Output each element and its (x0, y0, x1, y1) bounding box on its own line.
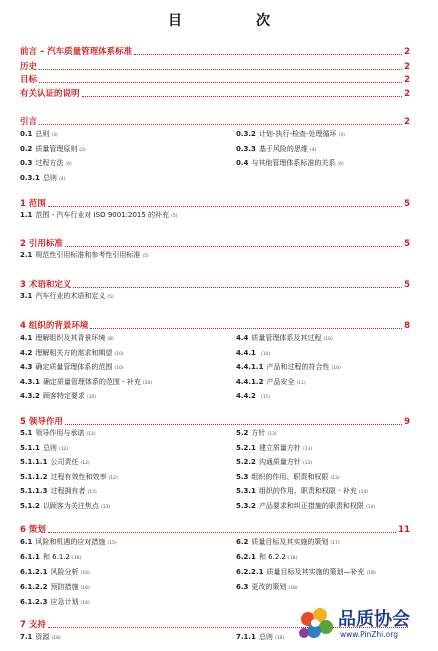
dot-leader (65, 246, 402, 247)
toc-entry-page: (4) (338, 133, 345, 138)
toc-entry-page: (12) (80, 461, 90, 466)
toc-entry-text: 资源 (35, 633, 50, 641)
watermark-logo (294, 603, 432, 647)
toc-entry-number: 0.2 (20, 144, 33, 153)
toc-entry-text: 和 6.2.2 (258, 553, 286, 561)
dot-leader (73, 287, 402, 288)
toc-entry-text: 总则 (35, 130, 50, 138)
toc-entry-text: 组织的作用、职责和权限 (251, 472, 329, 481)
toc-entry-text: 与其他管理体系标准的关系 (251, 159, 336, 167)
toc-entry-text: 确定质量管理体系的范围 - 补充 (42, 377, 141, 386)
toc-entry[interactable] (236, 632, 284, 644)
toc-entry[interactable] (236, 129, 345, 141)
toc-entry-text: 产品安全 (266, 377, 295, 386)
toc-entry-number: 5.1.1 (20, 443, 40, 452)
toc-entry[interactable] (20, 443, 68, 455)
toc-page-number: 11 (398, 525, 410, 535)
toc-entry-page: (13) (302, 461, 313, 466)
toc-heading[interactable] (20, 61, 410, 73)
toc-entry-number: 7.1.1 (236, 633, 256, 641)
toc-entry-text: 总则 (258, 633, 273, 641)
toc-entry-page: (4) (65, 162, 72, 167)
toc-entry[interactable] (20, 250, 149, 262)
dot-leader (48, 532, 396, 533)
toc-heading[interactable] (20, 238, 410, 250)
toc-entry-page: (10) (331, 366, 341, 371)
toc-entry-page: (10) (323, 337, 333, 342)
toc-entry-page: (13) (330, 475, 340, 481)
toc-entry-number: 5.3 (236, 472, 249, 481)
toc-entry[interactable] (20, 457, 90, 469)
toc-page-number: 2 (404, 62, 410, 72)
toc-entry-page: (16) (80, 586, 90, 591)
toc-entry-page: (10) (142, 380, 153, 386)
toc-entry-number: 5.3.2 (236, 501, 256, 510)
toc-entry-number: 5.1.1.2 (20, 472, 48, 481)
toc-entry-page: (10) (114, 366, 124, 371)
toc-entry-page: (12) (58, 446, 69, 452)
toc-entry-text: 范围 - 汽车行业对 ISO 9001:2015 的补充 (35, 211, 170, 219)
toc-entry[interactable] (236, 486, 368, 498)
toc-entry-page: (14) (365, 504, 376, 510)
toc-heading-label: 前言 – 汽车质量管理体系标准 (20, 47, 133, 57)
toc-entry[interactable] (236, 457, 312, 469)
toc-entry-page: (18) (51, 636, 61, 641)
toc-entry-text: 质量管理原则 (35, 144, 78, 153)
toc-entry-number: 7.1 (20, 633, 33, 641)
toc-entry-text: 组织的作用、职责和权限 - 补充 (258, 487, 357, 495)
logo-url: www.PinZhi.org (340, 630, 398, 639)
toc-entry-number: 6.3 (236, 583, 249, 591)
toc-heading-label: 2 引用标准 (20, 239, 63, 249)
toc-entry-page: (3) (51, 133, 58, 138)
toc-entry[interactable] (236, 501, 375, 513)
dot-leader (39, 82, 402, 83)
toc-entry-number: 6.1.2.1 (20, 568, 48, 576)
toc-entry[interactable] (236, 158, 344, 170)
toc-entry-text: 理解组织及其背景环境 (35, 334, 106, 342)
toc-entry[interactable] (236, 537, 340, 549)
toc-heading-label: 5 领导作用 (20, 417, 63, 427)
toc-entry-page: (13) (302, 446, 313, 452)
toc-entry[interactable] (236, 362, 341, 374)
toc-entry[interactable] (236, 443, 312, 455)
toc-heading[interactable] (20, 46, 410, 58)
toc-entry[interactable] (20, 632, 61, 644)
toc-page-number: 8 (404, 321, 410, 331)
toc-entry-text: 汽车行业的术语和定义 (35, 292, 106, 300)
toc-entry-text: 基于风险的思维 (258, 144, 308, 153)
toc-entry[interactable] (20, 362, 124, 374)
toc-entry-text: 质量目标及其实施的策划—补充 (266, 568, 365, 576)
toc-entry-number: 0.3 (20, 159, 33, 167)
toc-entry-text: 方针 (251, 429, 266, 437)
toc-entry[interactable] (20, 173, 65, 185)
toc-page-number: 9 (404, 417, 410, 427)
dot-leader (65, 424, 402, 425)
dot-leader (48, 206, 402, 207)
toc-entry-text: 风险分析 (50, 568, 79, 576)
toc-entry-page: (13) (100, 504, 111, 510)
toc-entry-page: (13) (87, 490, 97, 495)
toc-entry-text: 更改的策划 (251, 583, 287, 591)
toc-entry[interactable] (20, 333, 114, 345)
toc-heading[interactable] (20, 416, 410, 428)
toc-entry-number: 4.3.2 (20, 392, 40, 400)
toc-entry-number: 4.3 (20, 363, 33, 371)
page-title: 目 次 (168, 13, 300, 29)
toc-entry[interactable] (20, 144, 86, 156)
toc-entry-text: 沟通质量方针 (258, 458, 301, 466)
toc-entry[interactable] (236, 567, 376, 579)
toc-heading-label: 6 策划 (20, 525, 46, 535)
toc-entry-page: (16) (80, 571, 90, 576)
toc-entry-number: 3.1 (20, 292, 33, 300)
toc-entry-page: (5) (107, 295, 114, 300)
toc-entry-text: 产品要求和纠正措施的职责和权限 (258, 501, 364, 510)
toc-heading-label: 3 术语和定义 (20, 280, 72, 290)
toc-entry-number: 6.2.1 (236, 553, 256, 561)
toc-entry-number: 6.2 (236, 538, 249, 546)
toc-entry-number: 5.1.1.1 (20, 458, 48, 466)
toc-entry-page: (11) (296, 380, 306, 386)
toc-entry[interactable] (20, 567, 90, 579)
toc-heading-label: 4 组织的背景环境 (20, 321, 89, 331)
toc-entry-text: 确定质量管理体系的范围 (35, 363, 113, 371)
toc-entry-number: 1.1 (20, 211, 33, 219)
dot-leader (82, 96, 403, 97)
toc-entry-text: 领导作用与承诺 (35, 429, 85, 437)
toc-entry-number: 0.1 (20, 130, 33, 138)
toc-entry-text: 产品和过程的符合性 (266, 363, 330, 371)
dot-leader (39, 69, 402, 70)
toc-entry-text: 顾客特定要求 (42, 392, 85, 400)
toc-entry[interactable] (20, 552, 81, 564)
dot-leader (90, 328, 402, 329)
toc-entry-page: (13) (267, 432, 277, 437)
dot-leader (39, 124, 402, 125)
toc-entry[interactable] (236, 582, 298, 594)
toc-entry-text: 公司责任 (50, 458, 79, 466)
toc-entry-page: (4) (337, 162, 344, 167)
toc-entry-page: (11) (260, 395, 271, 400)
toc-entry-page: (10) (86, 395, 97, 400)
toc-heading-label: 目标 (20, 75, 38, 85)
toc-entry-page: (18) (287, 556, 298, 561)
toc-entry-text: 应急计划 (50, 598, 79, 606)
toc-entry-text: 理解相关方的需求和期望 (35, 348, 113, 357)
toc-entry-page: (4) (309, 147, 317, 153)
toc-entry-text: 建立质量方针 (258, 443, 301, 452)
toc-entry-page: (8) (107, 337, 114, 342)
toc-entry-text: 总则 (42, 443, 57, 452)
toc-entry[interactable] (236, 348, 270, 360)
toc-entry-number: 4.1 (20, 334, 33, 342)
toc-page-number: 5 (404, 239, 410, 249)
toc-entry-page: (5) (171, 214, 178, 219)
toc-entry-page: (14) (358, 490, 369, 495)
toc-entry-number: 4.3.1 (20, 377, 40, 386)
toc-heading[interactable] (20, 320, 410, 332)
toc-entry-page: (16) (80, 601, 90, 606)
toc-entry-number: 4.2 (20, 348, 33, 357)
toc-entry[interactable] (20, 348, 124, 360)
toc-entry-page: (5) (142, 254, 149, 259)
toc-heading[interactable] (20, 74, 410, 86)
toc-heading-label: 7 支持 (20, 620, 46, 630)
toc-entry-number: 6.1.2.2 (20, 583, 48, 591)
toc-entry-number: 6.1.2.3 (20, 598, 48, 606)
toc-entry[interactable] (20, 129, 58, 141)
toc-entry-number: 5.1 (20, 429, 33, 437)
toc-entry-text: 规范性引用标准和参考性引用标准 (35, 251, 141, 259)
toc-entry-number: 5.2.1 (236, 443, 256, 452)
toc-entry[interactable] (236, 144, 316, 156)
toc-page-number: 2 (404, 89, 410, 99)
toc-entry[interactable] (20, 428, 96, 440)
toc-entry-text: 总则 (42, 173, 57, 182)
toc-entry-number: 4.4.1.1 (236, 363, 264, 371)
toc-entry-number: 6.1.1 (20, 553, 40, 561)
toc-entry-number: 4.4.2 (236, 392, 256, 400)
toc-entry-page: (12) (108, 475, 118, 481)
toc-entry[interactable] (236, 472, 340, 484)
toc-entry-text: 以顾客为关注焦点 (42, 501, 99, 510)
toc-entry-number: 0.3.3 (236, 144, 256, 153)
toc-heading[interactable] (20, 198, 410, 210)
toc-entry[interactable] (20, 391, 96, 403)
toc-entry-page: (16) (71, 556, 82, 561)
toc-entry-page: (3) (79, 147, 86, 153)
toc-entry[interactable] (20, 537, 117, 549)
toc-entry-number: 5.3.1 (236, 487, 256, 495)
toc-entry-text: 过程有效性和效率 (50, 472, 107, 481)
toc-entry-number: 0.4 (236, 159, 249, 167)
toc-entry-number: 5.1.1.3 (20, 487, 48, 495)
toc-entry-number: 5.2 (236, 429, 249, 437)
toc-heading-label: 引言 (20, 117, 38, 127)
toc-entry-page: (18) (366, 571, 376, 576)
toc-entry[interactable] (236, 428, 277, 440)
toc-entry-number: 4.4.1 (236, 348, 256, 357)
toc-entry-number: 4.4.1.2 (236, 377, 264, 386)
toc-entry-page: (10) (260, 351, 271, 357)
toc-heading[interactable] (20, 88, 410, 100)
dot-leader (134, 54, 402, 55)
toc-entry[interactable] (20, 486, 97, 498)
toc-entry[interactable] (236, 391, 270, 403)
toc-entry[interactable] (20, 210, 177, 222)
toc-entry-number: 0.3.2 (236, 130, 256, 138)
toc-entry-number: 2.1 (20, 251, 33, 259)
toc-entry[interactable] (236, 333, 333, 345)
toc-entry-number: 5.2.2 (236, 458, 256, 466)
toc-entry[interactable] (236, 377, 306, 389)
toc-heading[interactable] (20, 279, 410, 291)
toc-heading-label: 有关认证的说明 (20, 89, 80, 99)
toc-entry[interactable] (20, 377, 152, 389)
toc-heading[interactable] (20, 116, 410, 128)
toc-entry-page: (17) (330, 541, 340, 546)
toc-entry-number: 6.1 (20, 538, 33, 546)
toc-entry-text: 质量目标及其实施的策划 (251, 538, 329, 546)
flower-logo-icon (294, 605, 338, 645)
toc-entry-number: 5.1.2 (20, 501, 40, 510)
toc-page-number: 2 (404, 117, 410, 127)
toc-entry-page: (18) (288, 586, 298, 591)
toc-entry[interactable] (20, 158, 72, 170)
toc-entry-text: 质量管理体系及其过程 (251, 334, 322, 342)
toc-entry-number: 0.3.1 (20, 173, 40, 182)
toc-entry[interactable] (20, 582, 90, 594)
toc-entry[interactable] (20, 597, 90, 609)
toc-entry-page: (4) (58, 176, 66, 182)
toc-entry-page: (18) (274, 636, 285, 641)
toc-entry-text: 过程方法 (35, 159, 64, 167)
toc-entry-page: (12) (86, 432, 96, 437)
toc-entry[interactable] (236, 552, 297, 564)
toc-entry-text: 和 6.1.2 (42, 553, 70, 561)
toc-heading-label: 1 范围 (20, 199, 46, 209)
toc-entry-text: 计划-执行-检查-处理循环 (258, 130, 337, 138)
toc-heading[interactable] (20, 524, 410, 536)
toc-entry[interactable] (20, 291, 114, 303)
toc-heading-label: 历史 (20, 62, 38, 72)
toc-entry-page: (10) (114, 351, 124, 357)
toc-entry-page: (15) (107, 541, 117, 546)
toc-entry-text: 过程拥有者 (50, 487, 86, 495)
toc-page-number: 5 (404, 199, 410, 209)
toc-entry-text: 预防措施 (50, 583, 79, 591)
toc-entry-number: 4.4 (236, 334, 249, 342)
toc-entry[interactable] (20, 472, 118, 484)
toc-entry[interactable] (20, 501, 110, 513)
logo-text: 品质协会 (338, 609, 410, 630)
toc-entry-number: 6.2.2.1 (236, 568, 264, 576)
toc-page-number: 2 (404, 47, 410, 57)
toc-entry-text: 风险和机遇的应对措施 (35, 538, 106, 546)
toc-page-number: 2 (404, 75, 410, 85)
toc-page-number: 5 (404, 280, 410, 290)
